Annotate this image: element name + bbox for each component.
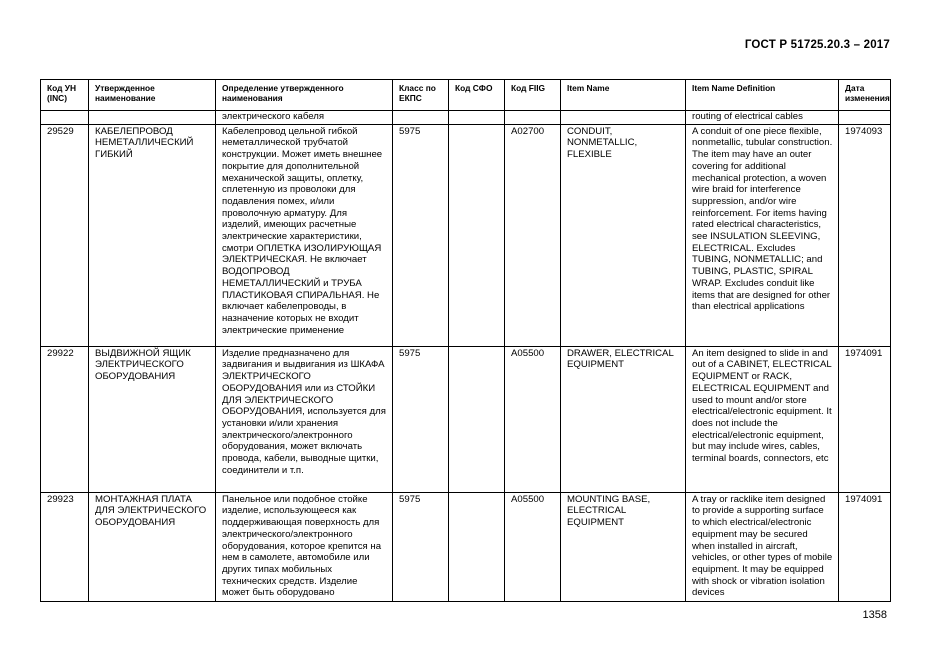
item-name-en: MOUNTING BASE, ELECTRICAL EQUIPMENT [561, 492, 686, 601]
fiig-code: A02700 [505, 124, 561, 346]
column-header-date: Дата изменения [839, 80, 891, 111]
definition-ru: Кабелепровод цельной гибкой неметаллической трубчатой конструкции. Может иметь внешнее покрытие для дополнительной механической защиты, оплетку, сплетенную из проволоки для подавления помех, и/или проволочную арматуру. Для изделий, имеющих расчетные электрические характеристики, смотри ОПЛЕТКА ИЗОЛИРУЮЩАЯ ЭЛЕКТРИЧЕСКАЯ. Не включает ВОДОПРОВОД НЕМЕТАЛЛИЧЕСКИЙ и ТРУБА ПЛАСТИКОВАЯ СПИРАЛЬНАЯ. Не включает кабелепроводы, в назначение которых не входит электрические применение [216, 124, 393, 346]
column-header-sfo: Код СФО [449, 80, 505, 111]
table-row [41, 492, 891, 601]
continuation-definition-ru: электрического кабеля [216, 111, 393, 125]
inc-code: 29922 [41, 346, 89, 492]
change-date: 1974093 [839, 124, 891, 346]
definition-en: An item designed to slide in and out of a CABINET, ELECTRICAL EQUIPMENT or RACK, ELECTRICAL EQUIPMENT and used to mount and/or store electrical/electronic equipment. It does not include the electrical/electronic equipment, but may include wires, cables, terminal boards, connectors, etc [686, 346, 839, 492]
column-header-class: Класс по ЕКПС [393, 80, 449, 111]
change-date: 1974091 [839, 492, 891, 601]
column-header-definition-en: Item Name Definition [686, 80, 839, 111]
catalog-table [40, 79, 891, 602]
definition-en: A tray or racklike item designed to provide a supporting surface to which electrical/electronic equipment may be secured when installed in aircraft, vehicles, or other types of mobile equipment. It may be equipped with shock or vibration isolation devices [686, 492, 839, 601]
class-code: 5975 [393, 124, 449, 346]
table-header-row [41, 80, 891, 111]
approved-name-ru: МОНТАЖНАЯ ПЛАТА ДЛЯ ЭЛЕКТРИЧЕСКОГО ОБОРУДОВАНИЯ [89, 492, 216, 601]
page-number: 1358 [862, 609, 887, 621]
class-code: 5975 [393, 346, 449, 492]
definition-ru: Панельное или подобное стойке изделие, использующееся как поддерживающая поверхность для электрического/электронного оборудования, которое крепится на нем в самолете, автомобиле или других типах мобильных технических средств. Изделие может быть оборудовано [216, 492, 393, 601]
inc-code: 29923 [41, 492, 89, 601]
change-date: 1974091 [839, 346, 891, 492]
table-continuation-row [41, 111, 891, 125]
sfo-code [449, 492, 505, 601]
column-header-fiig: Код FIIG [505, 80, 561, 111]
approved-name-ru: ВЫДВИЖНОЙ ЯЩИК ЭЛЕКТРИЧЕСКОГО ОБОРУДОВАНИЯ [89, 346, 216, 492]
sfo-code [449, 124, 505, 346]
document-code: ГОСТ Р 51725.20.3 – 2017 [744, 39, 890, 51]
class-code: 5975 [393, 492, 449, 601]
sfo-code [449, 346, 505, 492]
item-name-en: DRAWER, ELECTRICAL EQUIPMENT [561, 346, 686, 492]
continuation-definition-en: routing of electrical cables [686, 111, 839, 125]
definition-ru: Изделие предназначено для задвигания и выдвигания из ШКАФА ЭЛЕКТРИЧЕСКОГО ОБОРУДОВАНИЯ или из СТОЙКИ ДЛЯ ЭЛЕКТРИЧЕСКОГО ОБОРУДОВАНИЯ, используется для установки и/или хранения электрического/электронного оборудования, может включать провода, кабели, выводные щитки, соединители и т.п. [216, 346, 393, 492]
inc-code: 29529 [41, 124, 89, 346]
definition-en: A conduit of one piece flexible, nonmetallic, tubular construction. The item may have an outer covering for additional mechanical protection, a woven wire braid for interference suppression, and/or wire reinforcement. For items having rated electrical characteristics, see INSULATION SLEEVING, ELECTRICAL. Excludes TUBING, NONMETALLIC; and TUBING, PLASTIC, SPIRAL WRAP. Excludes conduit like items that are designed for other than electrical applications [686, 124, 839, 346]
table-row [41, 346, 891, 492]
item-name-en: CONDUIT, NONMETALLIC, FLEXIBLE [561, 124, 686, 346]
fiig-code: A05500 [505, 492, 561, 601]
column-header-item-name: Item Name [561, 80, 686, 111]
column-header-inc: Код УН (INC) [41, 80, 89, 111]
fiig-code: A05500 [505, 346, 561, 492]
table-row [41, 124, 891, 346]
column-header-definition-ru: Определение утвержденного наименования [216, 80, 393, 111]
approved-name-ru: КАБЕЛЕПРОВОД НЕМЕТАЛЛИЧЕСКИЙ ГИБКИЙ [89, 124, 216, 346]
column-header-name-ru: Утвержденное наименование [89, 80, 216, 111]
